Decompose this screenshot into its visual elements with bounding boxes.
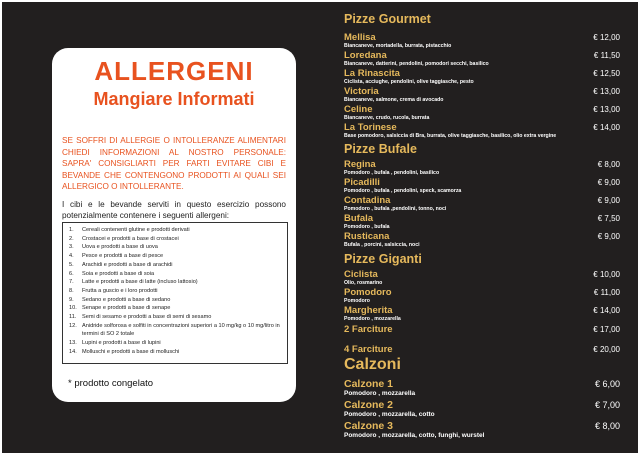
menu-item-description: Pomodoro , mozzarella, cotto, funghi, wurstel [344,432,485,439]
menu-item-name: Celine [344,104,373,115]
menu-item-price: € 8,00 [597,160,620,169]
section-title-bufale: Pizze Bufale [344,142,417,156]
menu-item [344,122,622,140]
menu-item-price: € 9,00 [597,196,620,205]
allergen-item [69,235,281,244]
allergen-item [69,322,281,339]
allergen-number: 2. [69,235,74,242]
menu-item [344,344,622,355]
menu-item-price: € 9,00 [597,232,620,241]
allergen-item [69,270,281,279]
allergen-item [69,304,281,313]
menu-item-name: Margherita [344,305,393,316]
menu-item-name: Pomodoro [344,287,392,298]
allergen-item [69,313,281,322]
allergen-intro: I cibi e le bevande serviti in questo esercizio possono potenzialmente contenere i seguenti allergeni: [62,200,286,220]
allergen-item [69,243,281,252]
allergen-title: ALLERGENI [94,56,254,86]
menu-item-description: Pomodoro , bufala [344,224,390,230]
menu-item [344,177,622,195]
menu-item-price: € 7,00 [594,400,620,410]
menu-item-name: Victoria [344,86,379,97]
allergen-text: Uova e prodotti a base di uova [82,244,158,251]
menu-item [344,420,622,440]
menu-item-price: € 7,50 [597,214,620,223]
menu-item [344,269,622,287]
menu-item [344,231,622,249]
menu-item-price: € 6,00 [594,379,620,389]
menu-item-description: Pomodoro , bufala ,pendolini, tonno, noci [344,206,447,212]
allergen-number: 12. [69,322,77,329]
menu-item-name: Calzone 2 [344,399,394,411]
menu-item-price: € 13,00 [593,105,620,114]
menu-item-price: € 14,00 [593,306,620,315]
allergen-item [69,252,281,261]
allergen-number: 6. [69,270,74,277]
allergen-text: Sedano e prodotti a base di sedano [82,296,171,303]
allergen-item [69,287,281,296]
menu-item-price: € 13,00 [593,87,620,96]
allergen-number: 14. [69,348,77,355]
menu-item-description: Biancaneve, salmone, crema di avocado [344,97,444,103]
menu-item-name: Bufala [344,213,374,224]
menu-item-description: Ciclista, acciughe, pendolini, olive taggiasche, pesto [344,79,474,85]
allergen-number: 7. [69,279,74,286]
menu-item-description: Pomodoro [344,298,370,304]
section-title-giganti: Pizze Giganti [344,252,422,266]
allergen-text: Lupini e prodotti a base di lupini [82,340,161,347]
menu-item [344,378,622,398]
menu-item-price: € 12,00 [593,33,620,42]
allergen-item [69,278,281,287]
menu-item-name: 2 Farciture [344,324,393,335]
menu-item [344,50,622,68]
menu-item-description: Pomodoro , bufala , pendolini, basilico [344,170,440,176]
frozen-note: * prodotto congelato [68,378,154,389]
allergen-number: 1. [69,227,74,233]
menu-item [344,213,622,231]
menu-item-name: Rusticana [344,231,390,242]
allergen-subtitle: Mangiare Informati [93,89,255,109]
allergen-text: Anidride solforosa e solfiti in concentrazioni superiori a 10 mg/kg o 10 mg/litro in termini di SO 2 totale [82,322,280,338]
allergen-list [69,226,281,357]
allergen-number: 13. [69,340,77,347]
menu-page [2,2,638,453]
menu-item-name: La Rinascita [344,68,400,79]
allergen-item [69,339,281,348]
menu-item-description: Pomodoro , mozzarella [344,390,416,397]
menu-item [344,399,622,419]
allergen-number: 10. [69,305,77,312]
allergen-text: Pesce e prodotti a base di pesce [82,253,164,260]
menu-item [344,104,622,122]
allergen-card [52,48,296,402]
menu-item-price: € 14,00 [593,123,620,132]
allergen-warning: SE SOFFRI DI ALLERGIE O INTOLLERANZE ALIMENTARI CHIEDI INFORMAZIONI AL NOSTRO PERSONALE: SAPRA' CONSIGLIARTI PER FARTI EVITARE CIBI E BEVANDE CHE CONTENGONO PRODOTTI AI QUALI SEI ALLERGICO O INTOLLERANTE. [62,136,286,191]
allergen-number: 11. [69,314,77,321]
menu-item-price: € 9,00 [597,178,620,187]
menu-item [344,68,622,86]
menu-item-name: Mellisa [344,32,376,43]
allergen-text: Molluschi e prodotti a base di molluschi [82,348,180,355]
menu-item-price: € 17,00 [593,325,620,334]
menu-item-description: Bufala , porcini, salsiccia, noci [344,242,420,248]
menu-item-description: Biancaneve, crudo, rucola, burrata [344,115,430,121]
menu-item-price: € 20,00 [593,345,620,354]
menu-item-name: Contadina [344,195,391,206]
allergen-number: 8. [69,287,74,294]
section-title-calzoni: Calzoni [344,356,401,373]
menu-item [344,86,622,104]
allergen-text: Arachidi e prodotti a base di arachidi [82,261,173,268]
menu-item-price: € 11,00 [593,288,620,297]
menu-item [344,324,622,335]
allergen-list-box [62,222,288,364]
allergen-item [69,296,281,305]
menu-item [344,287,622,305]
menu-item-description: Biancaneve, mortadella, burrata, pistacchio [344,43,452,49]
menu-item-name: La Torinese [344,122,397,133]
menu-item-name: Calzone 1 [344,378,394,390]
menu-item-description: Pomodoro , mozzarella [344,316,401,322]
menu-item-description: Base pomodoro, salsiccia di Bra, burrata, olive taggiasche, basilico, olio extra vergine [344,133,557,139]
menu-item-description: Olio, rosmarino [344,280,383,286]
menu-item-name: Ciclista [344,269,378,280]
allergen-text: Senape e prodotti a base di senape [82,305,171,312]
allergen-text: Soia e prodotti a base di soia [82,270,155,277]
menu-item-price: € 11,50 [593,51,620,60]
allergen-text: Semi di sesamo e prodotti a base di semi di sesamo [82,314,212,321]
allergen-text: Frutta a guscio e i loro prodotti [82,287,158,294]
menu-item-description: Pomodoro , mozzarella, cotto [344,411,435,418]
allergen-item [69,261,281,270]
allergen-text: Cereali contenenti glutine e prodotti derivati [82,227,190,233]
menu-item-name: 4 Farciture [344,344,393,355]
allergen-number: 9. [69,296,74,303]
menu-item-description: Biancaneve, datterini, pendolini, pomodori secchi, basilico [344,61,489,67]
menu-item-price: € 8,00 [594,421,620,431]
menu-item-name: Regina [344,159,376,170]
allergen-text: Crostacei e prodotti a base di crostacei [82,235,179,242]
menu-item [344,305,622,323]
menu-item [344,195,622,213]
allergen-item [69,348,281,357]
menu-item [344,32,622,50]
menu-item-description: Pomodoro , bufala , pendolini, speck, scamorza [344,188,462,194]
allergen-text: Latte e prodotti a base di latte (incluso lattosio) [82,279,198,286]
allergen-item [69,226,281,235]
allergen-number: 3. [69,244,74,251]
menu-item-name: Picadilli [344,177,380,188]
menu-item-price: € 12,50 [593,69,620,78]
menu-item-name: Calzone 3 [344,420,394,432]
menu-item-price: € 10,00 [593,270,620,279]
allergen-number: 4. [69,253,74,260]
menu-item-name: Loredana [344,50,387,61]
allergen-number: 5. [69,261,74,268]
menu-item [344,159,622,177]
section-title-gourmet: Pizze Gourmet [344,12,431,26]
